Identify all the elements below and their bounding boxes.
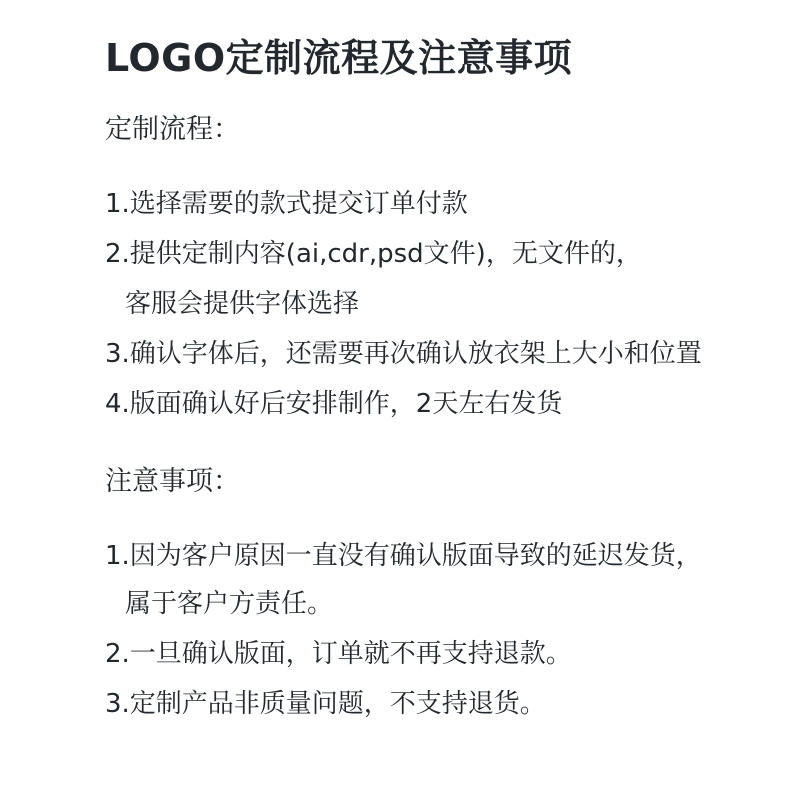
process-step-2: 2.提供定制内容(ai,cdr,psd文件)，无文件的， <box>105 239 642 269</box>
note-3: 3.定制产品非质量问题，不支持退货。 <box>105 689 546 719</box>
note-2: 2.一旦确认版面，订单就不再支持退款。 <box>105 639 572 669</box>
notes-heading: 注意事项： <box>105 466 240 497</box>
page-title: LOGO定制流程及注意事项 <box>105 36 573 80</box>
process-step-4: 4.版面确认好后安排制作，2天左右发货 <box>105 389 563 419</box>
note-1: 1.因为客户原因一直没有确认版面导致的延迟发货， <box>105 541 702 571</box>
process-step-3: 3.确认字体后，还需要再次确认放衣架上大小和位置 <box>105 339 702 369</box>
note-1-continued: 属于客户方责任。 <box>125 589 334 619</box>
process-step-2-continued: 客服会提供字体选择 <box>125 289 360 319</box>
process-step-1: 1.选择需要的款式提交订单付款 <box>105 189 468 219</box>
process-heading: 定制流程： <box>105 114 240 145</box>
